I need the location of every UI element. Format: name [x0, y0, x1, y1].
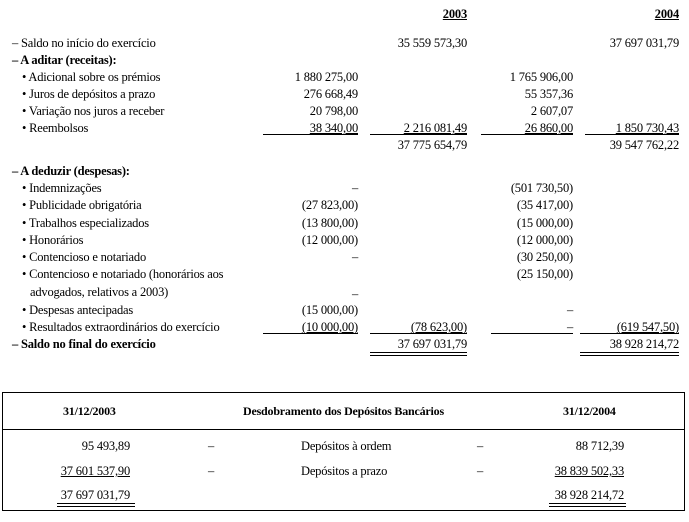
expense-total-2003: (78 623,00): [410, 320, 467, 334]
underline-income-c4: [585, 134, 679, 135]
expense-item-label: • Honorários: [22, 233, 84, 247]
expense-item-label: • Publicidade obrigatória: [22, 198, 142, 212]
deposits-row-label: Depósitos a prazo: [301, 464, 388, 478]
income-item-label: • Adicional sobre os prémios: [22, 70, 161, 84]
closing-balance-label: – Saldo no final do exercício: [12, 337, 156, 351]
underline-expense-c4: [580, 333, 679, 334]
income-item-2004: 26 860,00: [524, 121, 573, 135]
expense-item-2003: –: [351, 287, 358, 301]
expense-item-label: • Indemnizações: [22, 181, 102, 195]
underline-income-c1: [263, 134, 358, 135]
opening-balance-2004: 37 697 031,79: [609, 36, 679, 50]
underline-income-c3: [481, 134, 573, 135]
double-underline-2004: [580, 352, 679, 356]
income-item-2003: 38 340,00: [309, 121, 358, 135]
dash-icon: –: [208, 439, 215, 453]
expense-item-2003: (13 800,00): [301, 216, 358, 230]
underline-expense-c2: [370, 333, 467, 334]
income-item-2003: 1 880 275,00: [294, 70, 358, 84]
expense-item-2003: (15 000,00): [301, 303, 358, 317]
year-header-2004: 2004: [654, 7, 679, 21]
dash-icon: –: [208, 464, 215, 478]
opening-balance-label: – Saldo no início do exercício: [12, 36, 156, 50]
income-item-label: • Variação nos juros a receber: [22, 104, 165, 118]
expense-item-2004: –: [566, 303, 573, 317]
deposits-double-underline-2003: [57, 503, 135, 507]
dash-icon: –: [477, 439, 484, 453]
income-item-2004: 2 607,07: [530, 104, 573, 118]
expense-item-2004: (15 000,00): [516, 216, 573, 230]
income-subtotal-2003: 37 775 654,79: [397, 138, 467, 152]
opening-balance-2003: 35 559 573,30: [397, 36, 467, 50]
deposits-breakdown-table: [2, 392, 685, 511]
deposits-total-2004: 38 928 214,72: [554, 488, 624, 502]
deposits-total-2003: 37 697 031,79: [60, 488, 130, 502]
closing-balance-2003: 37 697 031,79: [397, 337, 467, 351]
expense-item-2004: (25 150,00): [516, 267, 573, 281]
year-header-2003: 2003: [442, 7, 467, 21]
deposits-header-2004: 31/12/2004: [563, 404, 616, 418]
double-underline-2003: [370, 352, 467, 356]
deposits-row-2003: 37 601 537,90: [60, 464, 130, 478]
deposits-header-divider: [3, 429, 684, 430]
income-total-2003: 2 216 081,49: [403, 121, 467, 135]
expense-item-2004: –: [566, 320, 573, 334]
deposits-row-2003: 95 493,89: [81, 439, 130, 453]
expense-item-2003: (12 000,00): [301, 233, 358, 247]
underline-expense-c3: [491, 333, 573, 334]
deposits-row-2004: 38 839 502,33: [554, 464, 624, 478]
deposits-row-label: Depósitos à ordem: [301, 439, 392, 453]
deposits-header-2003: 31/12/2003: [63, 404, 116, 418]
expenses-heading: – A deduzir (despesas):: [12, 164, 130, 178]
income-item-2003: 276 668,49: [303, 87, 358, 101]
deposits-title: Desdobramento dos Depósitos Bancários: [243, 404, 444, 418]
closing-balance-2004: 38 928 214,72: [609, 337, 679, 351]
underline-expense-c1: [263, 333, 358, 334]
income-item-2004: 55 357,36: [524, 87, 573, 101]
expense-item-label: • Trabalhos especializados: [22, 216, 149, 230]
expense-item-2003: –: [351, 181, 358, 195]
expense-item-2003: –: [351, 250, 358, 264]
expense-item-2003: (27 823,00): [301, 198, 358, 212]
expense-item-2003: (10 000,00): [301, 320, 358, 334]
income-item-2004: 1 765 906,00: [509, 70, 573, 84]
deposits-row-2004: 88 712,39: [575, 439, 624, 453]
expense-item-2004: (35 417,00): [516, 198, 573, 212]
dash-icon: –: [477, 464, 484, 478]
income-total-2004: 1 850 730,43: [615, 121, 679, 135]
expense-item-label: • Despesas antecipadas: [22, 303, 134, 317]
expense-item-label: • Contencioso e notariado (honorários aos: [22, 267, 224, 281]
income-heading: – A aditar (receitas):: [12, 53, 117, 67]
expense-item-label: • Contencioso e notariado: [22, 250, 146, 264]
income-item-2003: 20 798,00: [309, 104, 358, 118]
expense-item-label: • Resultados extraordinários do exercício: [22, 320, 220, 334]
expense-item-label-continued: advogados, relativos a 2003): [30, 285, 169, 299]
expense-item-2004: (501 730,50): [510, 181, 573, 195]
underline-income-c2: [370, 134, 467, 135]
expense-total-2004: (619 547,50): [616, 320, 679, 334]
income-item-label: • Reembolsos: [22, 121, 89, 135]
deposits-double-underline-2004: [549, 503, 626, 507]
expense-item-2004: (12 000,00): [516, 233, 573, 247]
income-item-label: • Juros de depósitos a prazo: [22, 87, 156, 101]
expense-item-2004: (30 250,00): [516, 250, 573, 264]
income-subtotal-2004: 39 547 762,22: [609, 138, 679, 152]
